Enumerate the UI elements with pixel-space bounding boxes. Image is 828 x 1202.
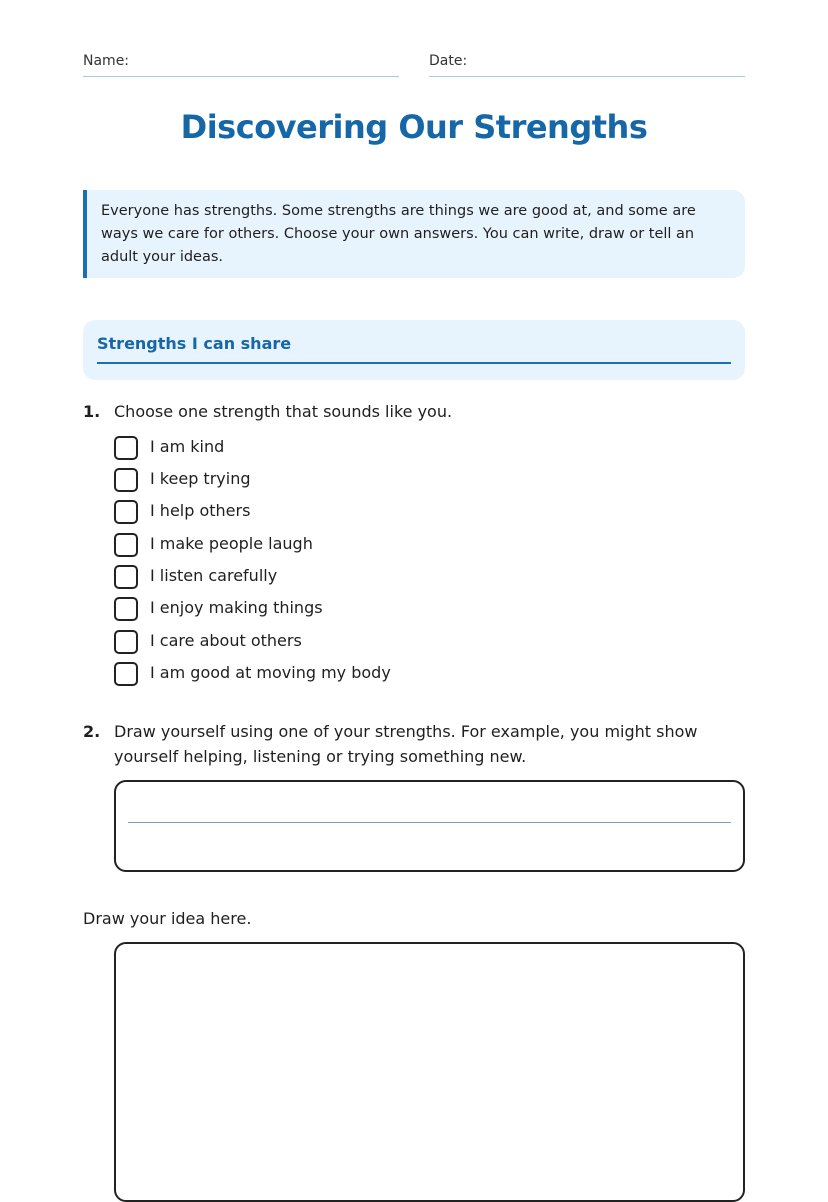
- question-1-number: 1.: [83, 402, 101, 421]
- option-label: I am kind: [150, 437, 225, 456]
- option-label: I am good at moving my body: [150, 663, 391, 682]
- date-label: Date:: [429, 53, 468, 69]
- option-label: I make people laugh: [150, 534, 313, 553]
- section-header: [83, 320, 745, 380]
- question-2-number: 2.: [83, 722, 101, 741]
- option-label: I listen carefully: [150, 566, 278, 585]
- draw-prompt: Draw your idea here.: [83, 909, 252, 928]
- question-2-text: Draw yourself using one of your strengths. For example, you might show yourself helping, listening or trying something new.: [114, 722, 698, 766]
- checkbox[interactable]: [114, 533, 138, 557]
- drawing-area[interactable]: [114, 942, 745, 1202]
- option-label: I keep trying: [150, 469, 251, 488]
- question-1-text: Choose one strength that sounds like you.: [114, 402, 453, 421]
- name-field[interactable]: [83, 76, 399, 77]
- option-label: I help others: [150, 501, 251, 520]
- option-label: I enjoy making things: [150, 598, 323, 617]
- answer-box[interactable]: [114, 780, 745, 872]
- name-label: Name:: [83, 53, 130, 69]
- date-field[interactable]: [429, 76, 745, 77]
- section-divider: [97, 362, 731, 364]
- answer-line: [128, 822, 731, 823]
- checkbox[interactable]: [114, 468, 138, 492]
- checkbox[interactable]: [114, 565, 138, 589]
- checkbox[interactable]: [114, 500, 138, 524]
- checkbox[interactable]: [114, 662, 138, 686]
- option-label: I care about others: [150, 631, 302, 650]
- page-title: Discovering Our Strengths: [180, 108, 648, 146]
- intro-panel: Everyone has strengths. Some strengths are things we are good at, and some are ways we care for others. Choose your own answers. You can write, draw or tell an adult your ideas.: [83, 190, 745, 278]
- checkbox[interactable]: [114, 436, 138, 460]
- checkbox[interactable]: [114, 597, 138, 621]
- checkbox[interactable]: [114, 630, 138, 654]
- section-title: Strengths I can share: [97, 334, 292, 353]
